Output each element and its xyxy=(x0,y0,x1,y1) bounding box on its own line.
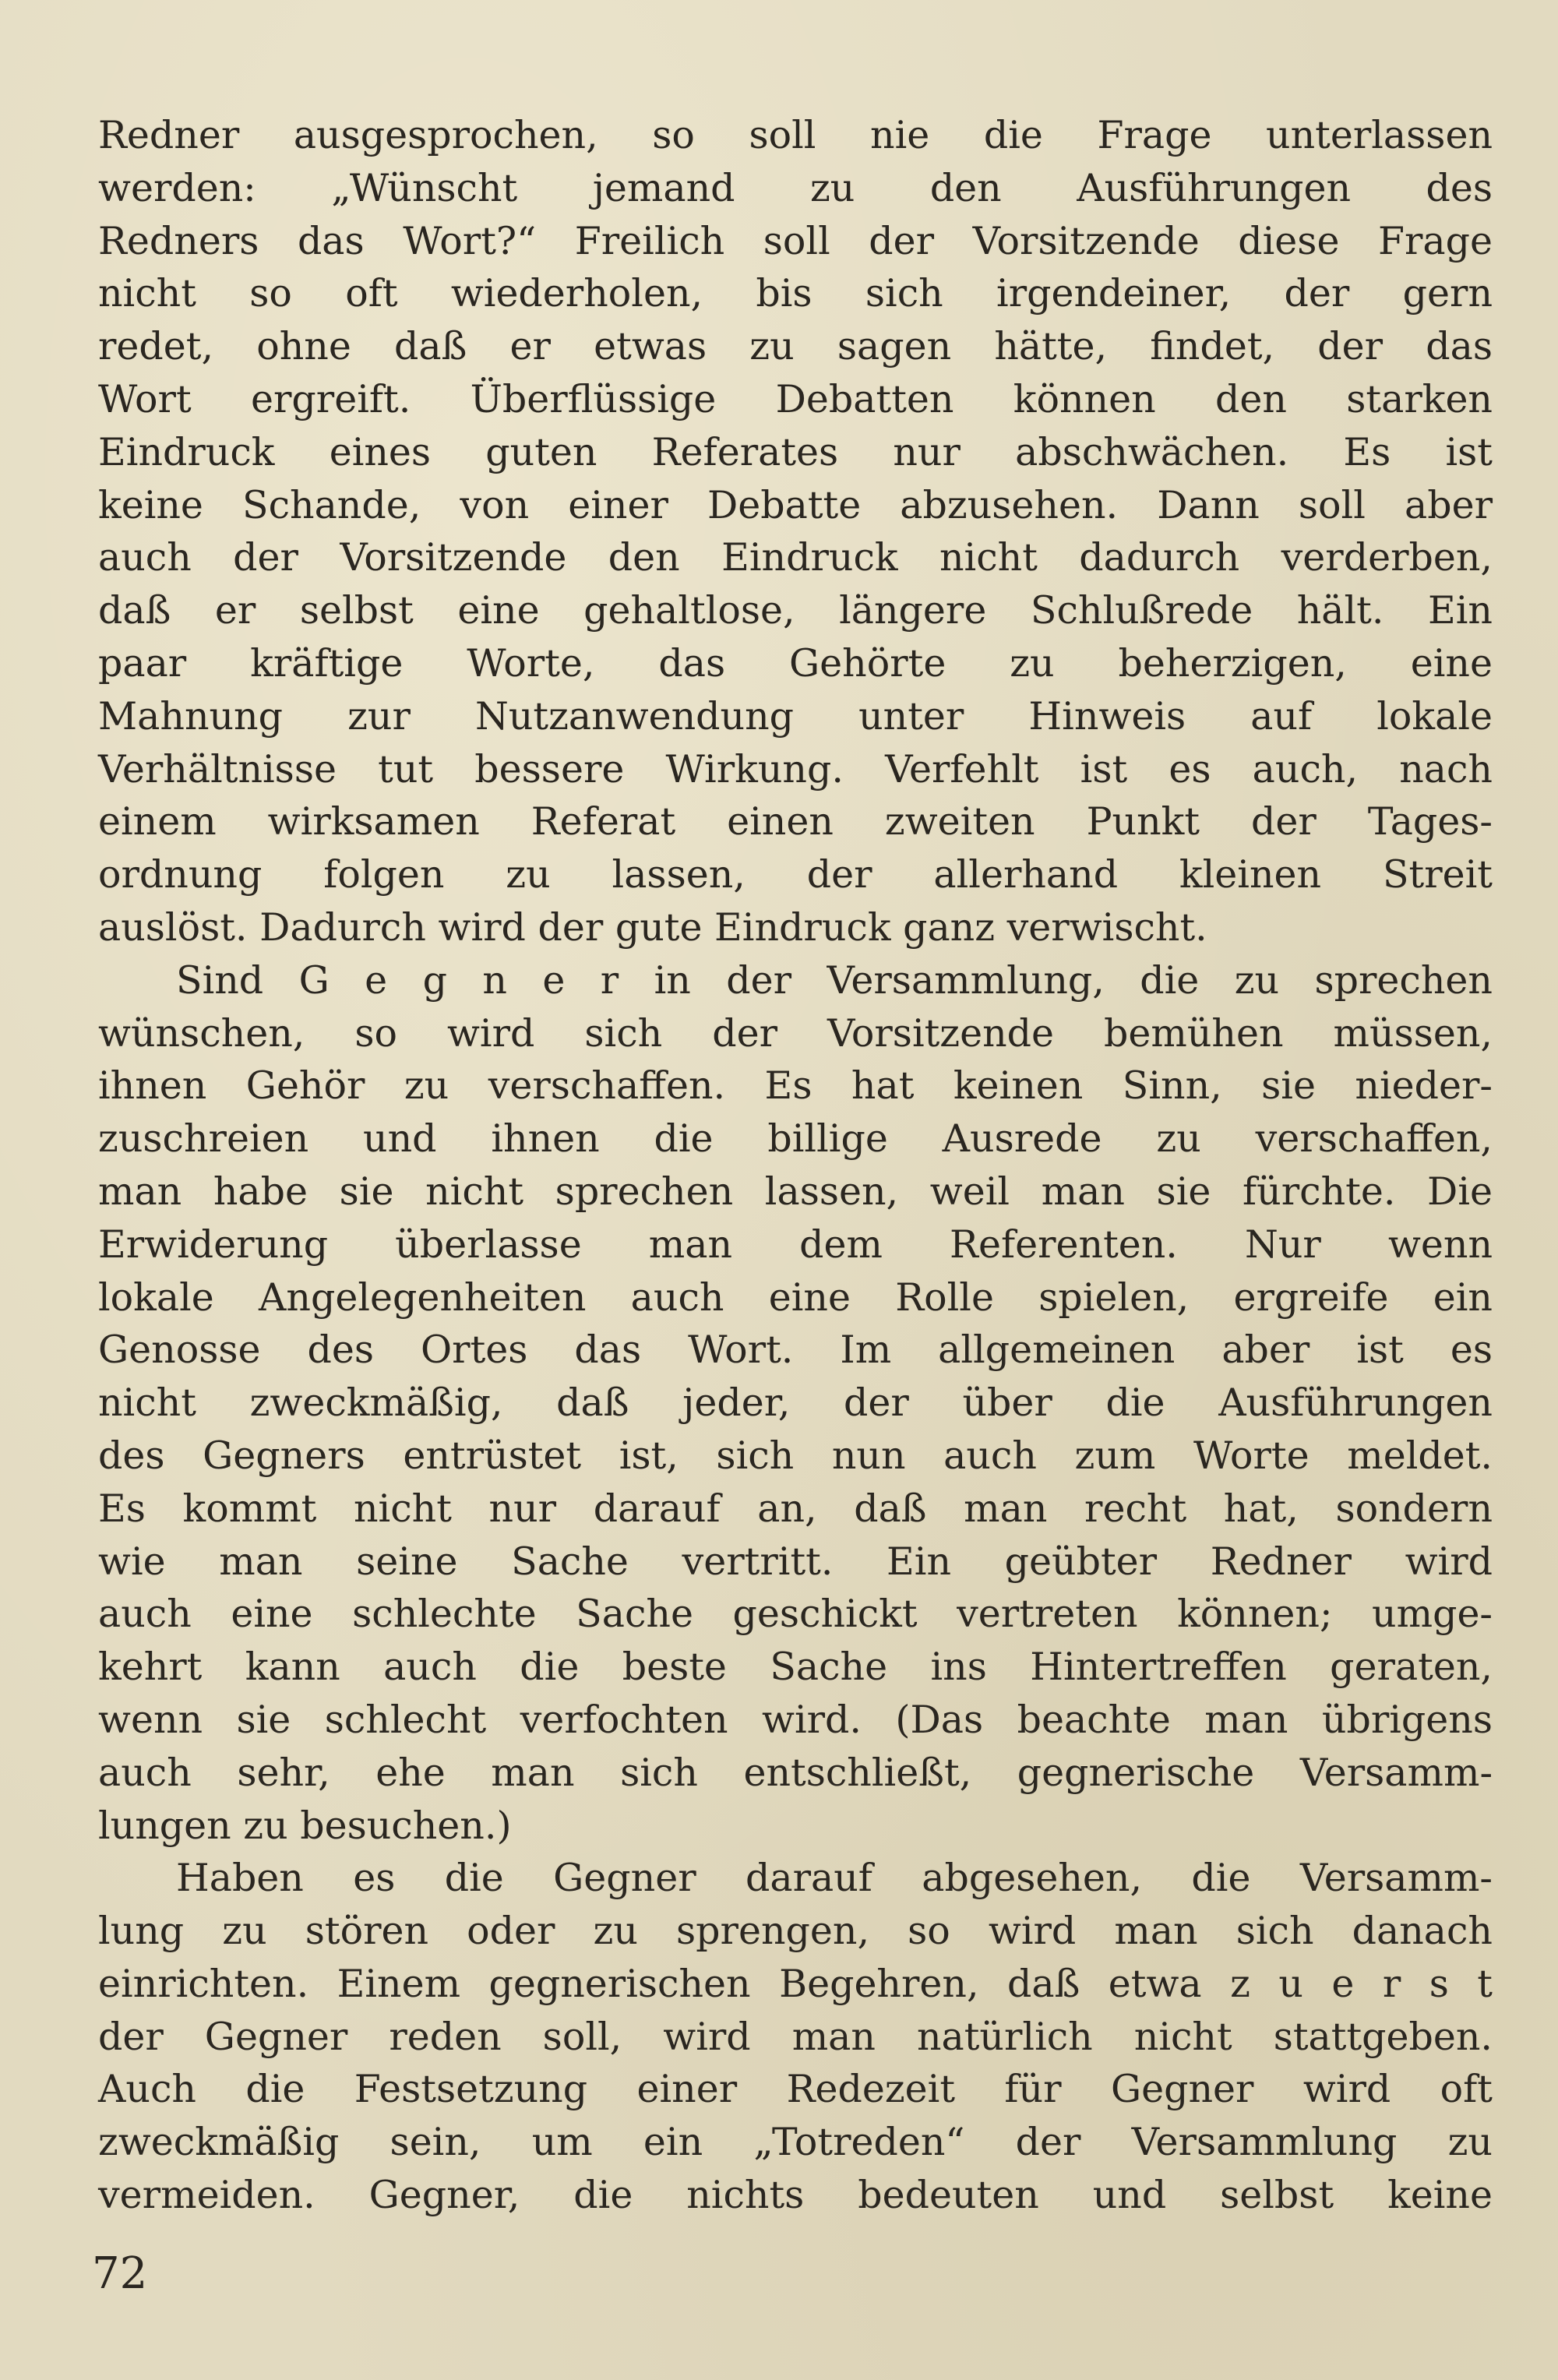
text-line: Auch die Festsetzung einer Redezeit für Gegner wird oft xyxy=(98,2067,1493,2112)
text-line: daß er selbst eine gehaltlose, längere Schlußrede hält. Ein xyxy=(98,588,1493,633)
text-line: einem wirksamen Referat einen zweiten Punkt der Tages- xyxy=(98,799,1493,844)
text-line: ihnen Gehör zu verschaffen. Es hat keinen Sinn, sie nieder- xyxy=(98,1063,1493,1109)
text-line: redet, ohne daß er etwas zu sagen hätte, findet, der das xyxy=(98,324,1493,369)
text-line: vermeiden. Gegner, die nichts bedeuten und selbst keine xyxy=(98,2173,1493,2218)
text-line: lungen zu besuchen.) xyxy=(98,1803,512,1848)
text-line: man habe sie nicht sprechen lassen, weil man sie fürchte. Die xyxy=(98,1169,1493,1214)
text-line: Wort ergreift. Überflüssige Debatten können den starken xyxy=(98,376,1493,421)
text-line: Verhältnisse tut bessere Wirkung. Verfehlt ist es auch, nach xyxy=(98,746,1493,792)
text-line: ordnung folgen zu lassen, der allerhand kleinen Streit xyxy=(98,852,1493,897)
text-line: auch eine schlechte Sache geschickt vertreten können; umge- xyxy=(98,1592,1493,1637)
text-line: Eindruck eines guten Referates nur abschwächen. Es ist xyxy=(98,429,1493,474)
text-line: lung zu stören oder zu sprengen, so wird man sich danach xyxy=(98,1909,1493,1954)
text-line: zuschreien und ihnen die billige Ausrede zu verschaffen, xyxy=(98,1116,1493,1162)
text-line: lokale Angelegenheiten auch eine Rolle spielen, ergreife ein xyxy=(98,1275,1493,1320)
text-line: zweckmäßig sein, um ein „Totreden“ der Versammlung zu xyxy=(98,2120,1493,2165)
text-line: Mahnung zur Nutzanwendung unter Hinweis auf lokale xyxy=(98,693,1493,739)
text-line: keine Schande, von einer Debatte abzusehen. Dann soll aber xyxy=(98,482,1493,527)
text-line: Redner ausgesprochen, so soll nie die Frage unterlassen xyxy=(98,113,1493,157)
text-line: der Gegner reden soll, wird man natürlich nicht stattgeben. xyxy=(98,2014,1493,2059)
text-line: auch sehr, ehe man sich entschließt, gegnerische Versamm- xyxy=(98,1750,1493,1795)
text-line: Sind G e g n e r in der Versammlung, die zu sprechen xyxy=(176,957,1493,1003)
text-line: wünschen, so wird sich der Vorsitzende bemühen müssen, xyxy=(98,1010,1493,1056)
text-line: des Gegners entrüstet ist, sich nun auch zum Worte meldet. xyxy=(98,1433,1493,1478)
text-line: paar kräftige Worte, das Gehörte zu beherzigen, eine xyxy=(98,640,1493,686)
text-line: wie man seine Sache vertritt. Ein geübter Redner wird xyxy=(98,1539,1493,1584)
body-text xyxy=(98,109,1493,2222)
text-line: nicht so oft wiederholen, bis sich irgendeiner, der gern xyxy=(98,271,1493,316)
text-line: Redners das Wort?“ Freilich soll der Vorsitzende diese Frage xyxy=(98,218,1493,263)
text-line: kehrt kann auch die beste Sache ins Hintertreffen geraten, xyxy=(98,1645,1493,1690)
text-line: Haben es die Gegner darauf abgesehen, die Versamm- xyxy=(176,1856,1493,1901)
text-line: auch der Vorsitzende den Eindruck nicht dadurch verderben, xyxy=(98,535,1493,580)
page-number: 72 xyxy=(92,2248,148,2299)
text-line: Es kommt nicht nur darauf an, daß man recht hat, sondern xyxy=(98,1486,1493,1531)
text-line: wenn sie schlecht verfochten wird. (Das beachte man übrigens xyxy=(98,1697,1493,1742)
text-line: auslöst. Dadurch wird der gute Eindruck ganz verwischt. xyxy=(98,904,1207,950)
text-line: werden: „Wünscht jemand zu den Ausführungen des xyxy=(98,165,1493,210)
text-line: Erwiderung überlasse man dem Referenten. Nur wenn xyxy=(98,1222,1493,1267)
text-line: nicht zweckmäßig, daß jeder, der über die Ausführungen xyxy=(98,1380,1493,1426)
text-line: einrichten. Einem gegnerischen Begehren, daß etwa z u e r s t xyxy=(98,1961,1493,2006)
text-line: Genosse des Ortes das Wort. Im allgemeinen aber ist es xyxy=(98,1328,1493,1373)
